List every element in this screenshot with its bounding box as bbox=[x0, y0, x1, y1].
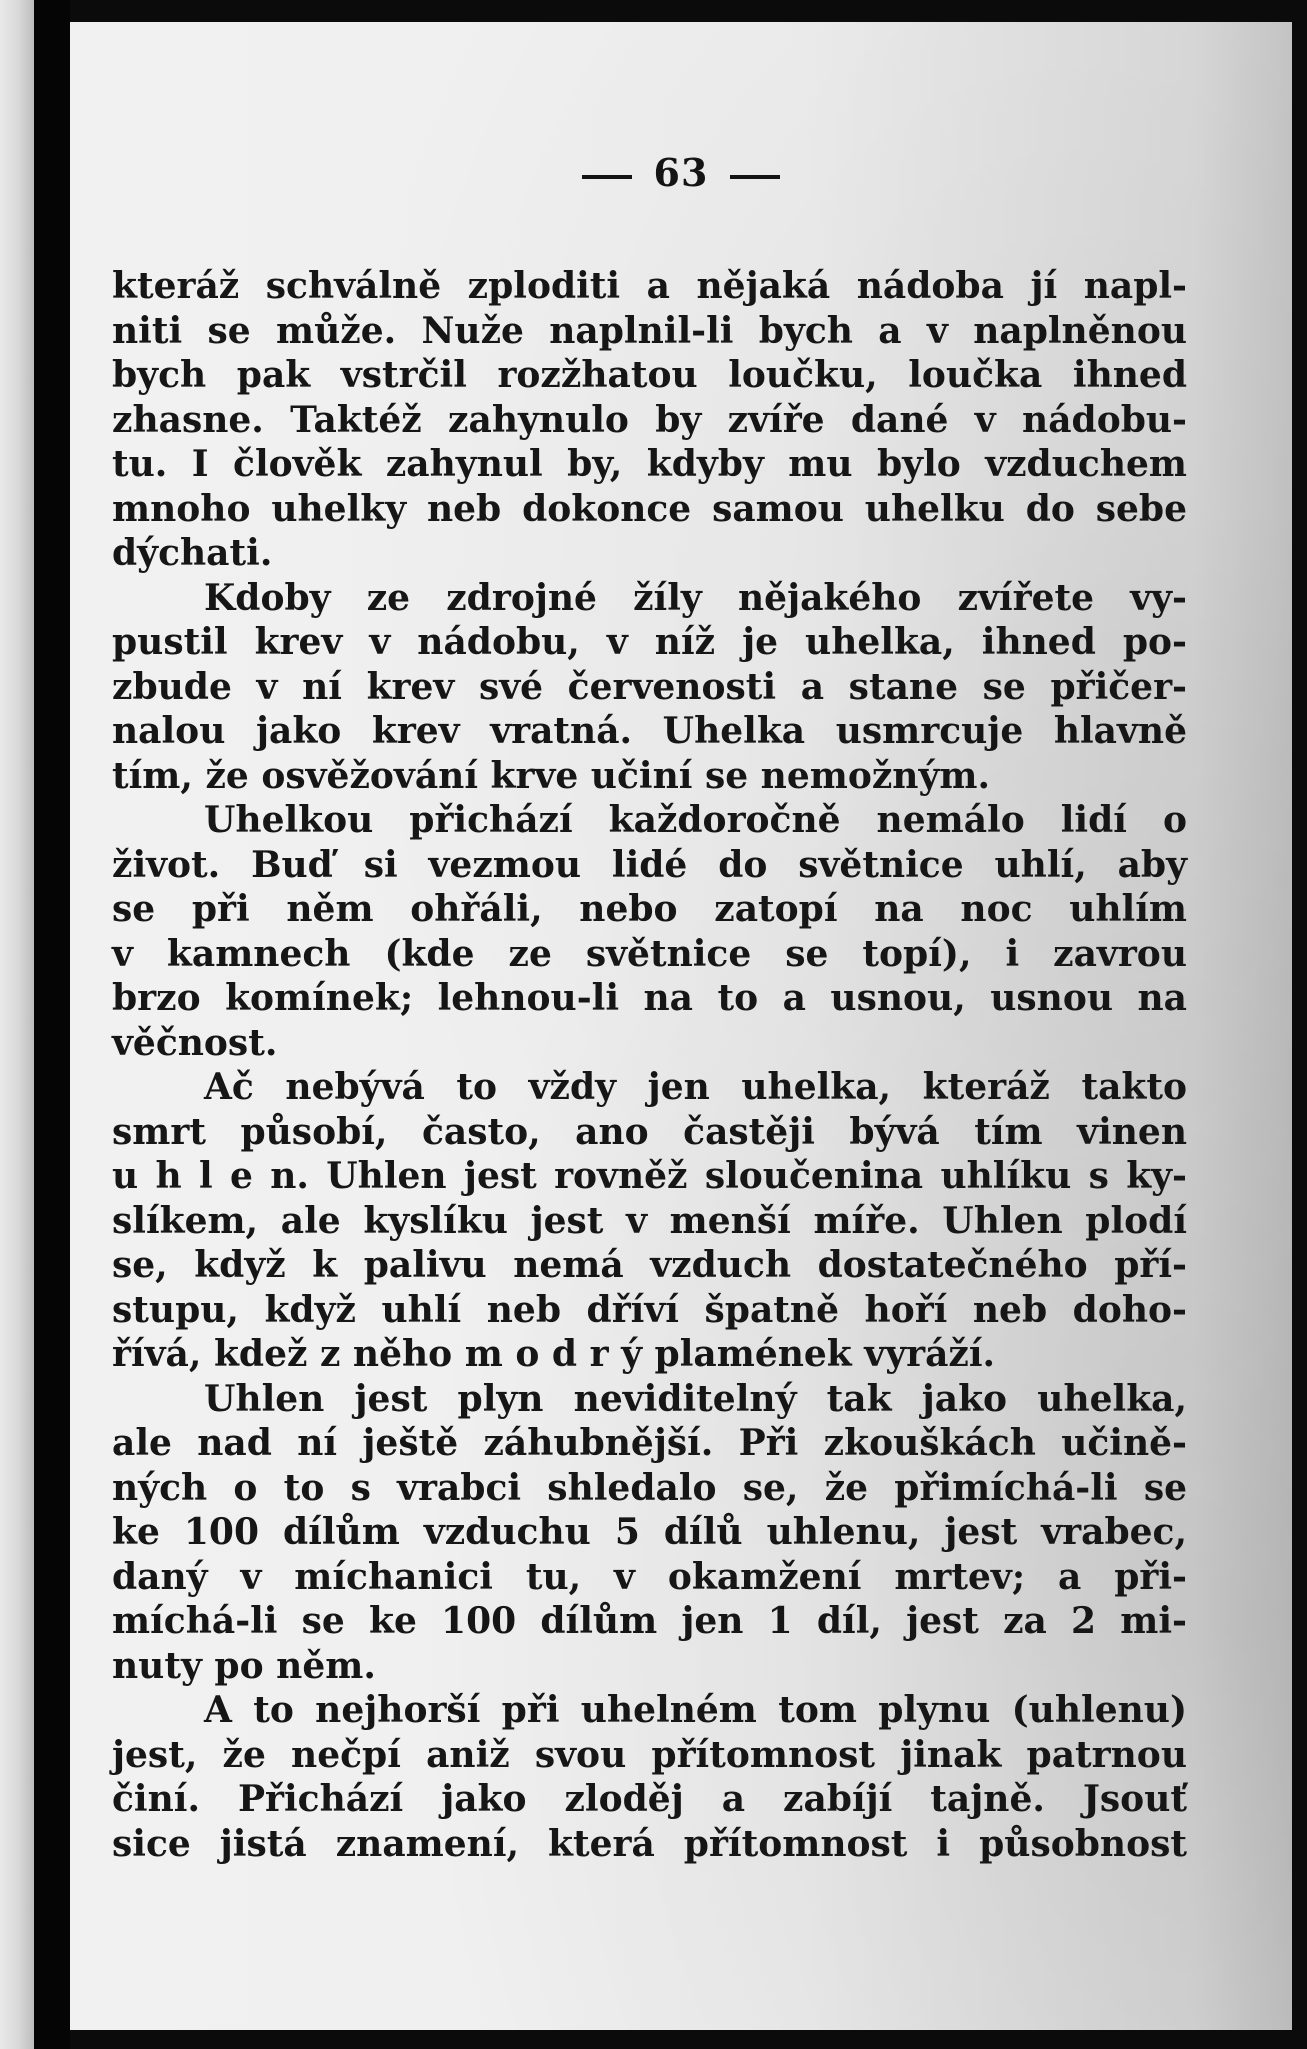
text-line: nalou jako krev vratná. Uhelka usmrcuje hlavně bbox=[112, 710, 1187, 752]
body-text bbox=[112, 264, 1187, 1866]
text-line: A to nejhorší při uhelném tom plynu (uhlenu) bbox=[204, 1689, 1187, 1731]
text-line: sice jistá znamení, která přítomnost i působnost bbox=[112, 1822, 1187, 1865]
header-dash-left bbox=[582, 175, 632, 179]
text-line: stupu, když uhlí neb dříví špatně hoří neb doho- bbox=[112, 1288, 1187, 1331]
text-line: Ač nebývá to vždy jen uhelka, kteráž takto bbox=[204, 1066, 1187, 1108]
text-line: Uhelkou přichází každoročně nemálo lidí o bbox=[204, 799, 1187, 841]
text-line: míchá-li se ke 100 dílům jen 1 díl, jest za 2 mi- bbox=[112, 1600, 1187, 1642]
text-line: zhasne. Taktéž zahynulo by zvíře dané v nádobu- bbox=[112, 398, 1187, 441]
text-line: řívá, kdež z něho m o d r ý plamének vyráží. bbox=[112, 1333, 996, 1375]
text-line: ných o to s vrabci shledalo se, že přimíchá-li se bbox=[112, 1466, 1187, 1509]
text-line: jest, že nečpí aniž svou přítomnost jinak patrnou bbox=[112, 1733, 1187, 1776]
text-line: ke 100 dílům vzduchu 5 dílů uhlenu, jest vrabec, bbox=[112, 1511, 1187, 1553]
text-line: nuty po něm. bbox=[112, 1644, 376, 1687]
text-line: smrt působí, často, ano častěji bývá tím vinen bbox=[112, 1110, 1187, 1153]
text-line: niti se může. Nuže naplnil-li bych a v naplněnou bbox=[112, 309, 1187, 352]
text-line: život. Buď si vezmou lidé do světnice uhlí, aby bbox=[112, 843, 1187, 886]
page-number: 63 bbox=[653, 150, 709, 195]
text-line: mnoho uhelky neb dokonce samou uhelku do sebe bbox=[112, 487, 1187, 530]
text-line: Uhlen jest plyn neviditelný tak jako uhelka, bbox=[204, 1377, 1187, 1420]
text-line: brzo komínek; lehnou-li na to a usnou, usnou na bbox=[112, 977, 1187, 1019]
text-line: kteráž schválně zploditi a nějaká nádoba jí napl- bbox=[112, 265, 1187, 307]
page-header bbox=[70, 150, 1292, 195]
text-line: ale nad ní ještě záhubnější. Při zkouškách učině- bbox=[112, 1422, 1187, 1464]
text-line: tím, že osvěžování krve učiní se nemožným. bbox=[112, 754, 990, 797]
text-line: bych pak vstrčil rozžhatou loučku, loučka ihned bbox=[112, 354, 1187, 396]
text-line: se při něm ohřáli, nebo zatopí na noc uhlím bbox=[112, 888, 1187, 930]
text-line: slíkem, ale kyslíku jest v menší míře. Uhlen plodí bbox=[112, 1199, 1187, 1242]
text-line: pustil krev v nádobu, v níž je uhelka, ihned po- bbox=[112, 621, 1187, 663]
text-line: tu. I člověk zahynul by, kdyby mu bylo vzduchem bbox=[112, 443, 1187, 485]
text-line: daný v míchanici tu, v okamžení mrtev; a při- bbox=[112, 1555, 1187, 1598]
book-page bbox=[70, 22, 1292, 2030]
text-line: Kdoby ze zdrojné žíly nějakého zvířete vy- bbox=[204, 576, 1187, 619]
text-line: v kamnech (kde ze světnice se topí), i zavrou bbox=[112, 932, 1187, 975]
text-line: se, když k palivu nemá vzduch dostatečného pří- bbox=[112, 1244, 1187, 1286]
text-line: věčnost. bbox=[112, 1021, 278, 1064]
book-gutter bbox=[34, 0, 70, 2049]
adjacent-page-edge bbox=[0, 0, 34, 2049]
text-line: dýchati. bbox=[112, 532, 273, 574]
header-dash-right bbox=[730, 175, 780, 179]
text-line: činí. Přichází jako zloděj a zabíjí tajně. Jsouť bbox=[112, 1778, 1187, 1820]
text-line: u h l e n. Uhlen jest rovněž sloučenina uhlíku s ky- bbox=[112, 1155, 1187, 1197]
text-line: zbude v ní krev své červenosti a stane se přičer- bbox=[112, 665, 1187, 708]
